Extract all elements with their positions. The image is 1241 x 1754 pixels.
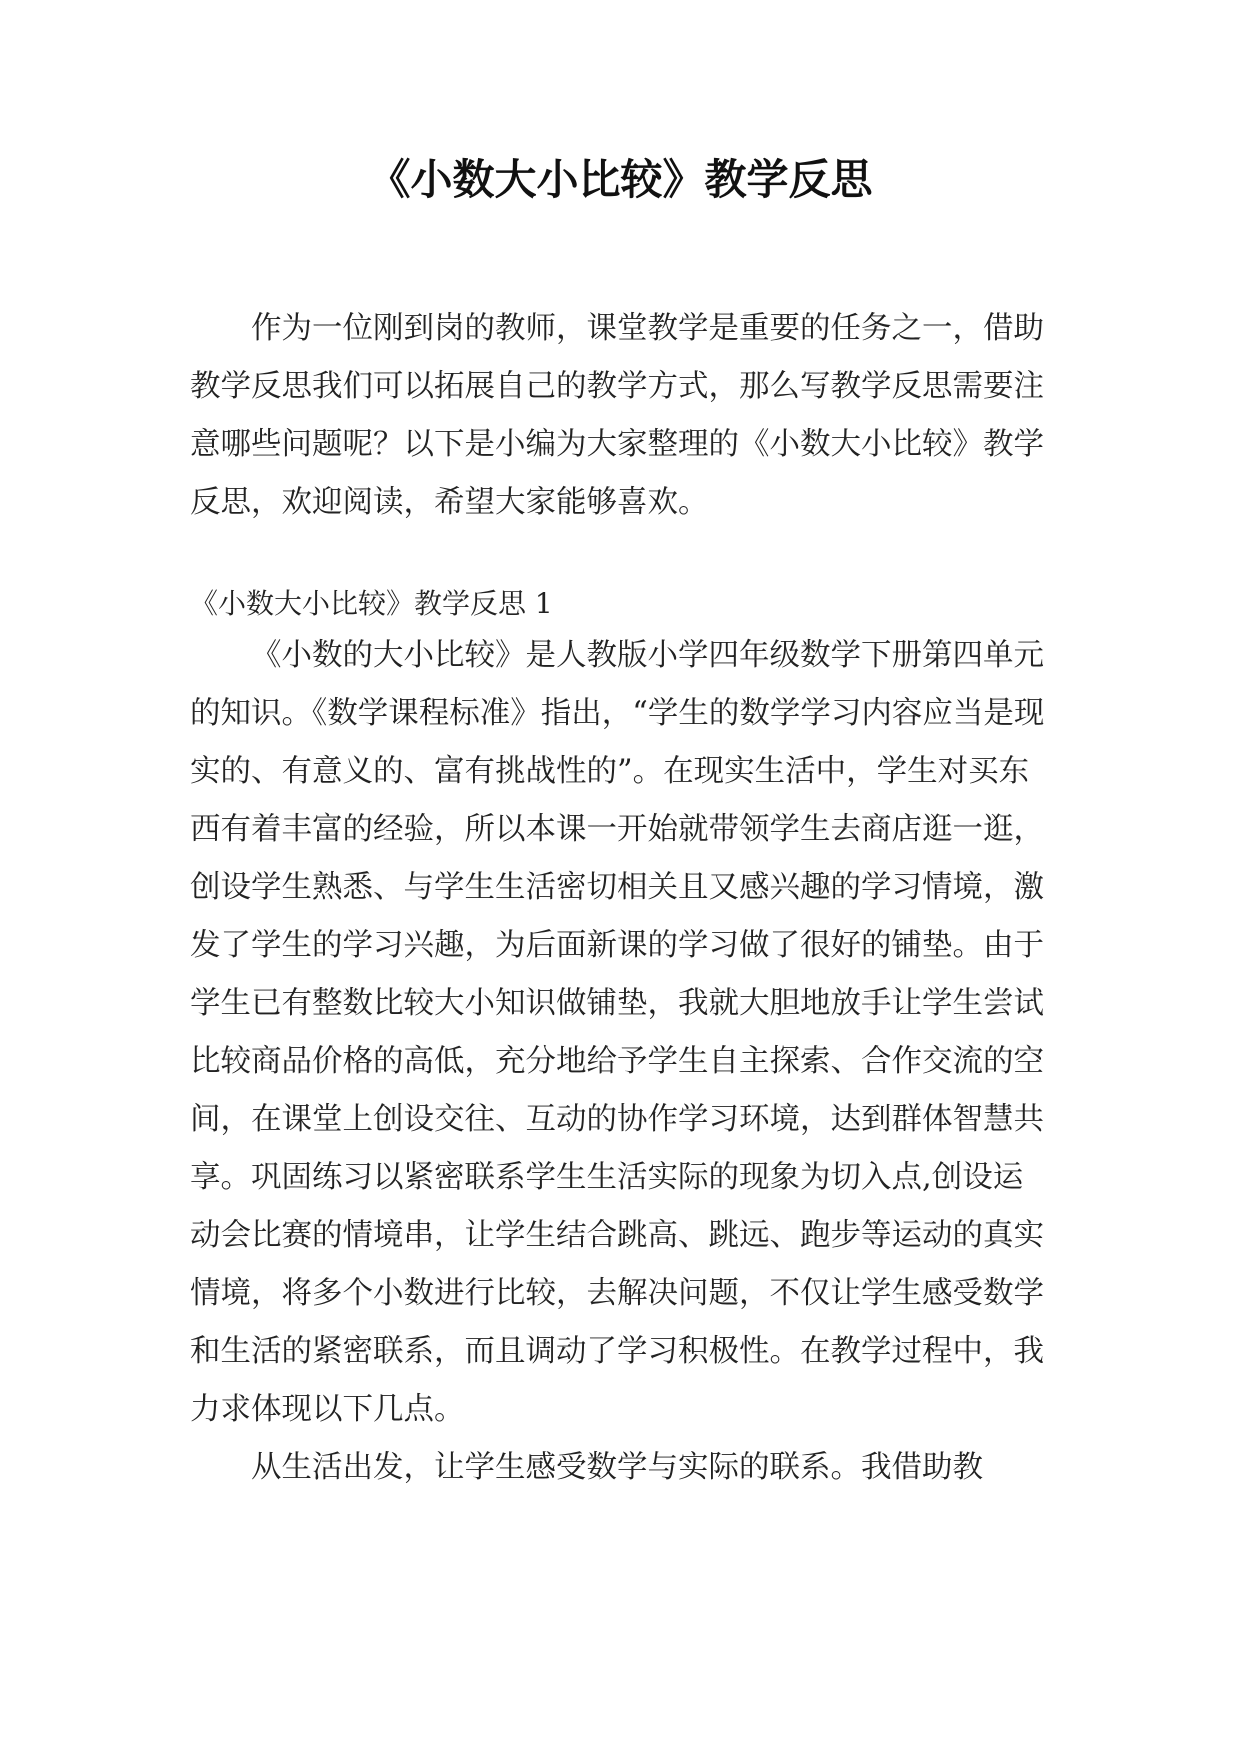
document-title: 《小数大小比较》教学反思 — [368, 155, 873, 204]
body-paragraph-2: 从生活出发，让学生感受数学与实际的联系。我借助教 — [251, 1450, 983, 1485]
section-heading: 《小数大小比较》教学反思 1 — [190, 587, 553, 620]
body-paragraph-1: 《小数的大小比较》是人教版小学四年级数学下册第四单元的知识。《数学课程标准》指出，“学生的数学学习内容应当是现实的、有意义的、富有挑战性的”。在现实生活中，学生对买东西有着丰富的经验，所以本课一开始就带领学生去商店逛一逛，创设学生熟悉、与学生生活密切相关且又感兴趣的学习情境，激发了学生的学习兴趣，为后面新课的学习做了很好的铺垫。由于学生已有整数比较大小知识做铺垫，我就大胆地放手让学生尝试比较商品价格的高低，充分地给予学生自主探索、合作交流的空间，在课堂上创设交往、互动的协作学习环境，达到群体智慧共享。巩固练习以紧密联系学生生活实际的现象为切入点,创设运动会比赛的情境串，让学生结合跳高、跳远、跑步等运动的真实情境，将多个小数进行比较，去解决问题，不仅让学生感受数学和生活的紧密联系，而且调动了学习积极性。在教学过程中，我力求体现以下几点。 — [190, 638, 1045, 1427]
section-1 — [190, 587, 1050, 1497]
intro-paragraph: 作为一位刚到岗的教师，课堂教学是重要的任务之一，借助教学反思我们可以拓展自己的教学方式，那么写教学反思需要注意哪些问题呢？以下是小编为大家整理的《小数大小比较》教学反思，欢迎阅读，希望大家能够喜欢。 — [190, 311, 1044, 520]
